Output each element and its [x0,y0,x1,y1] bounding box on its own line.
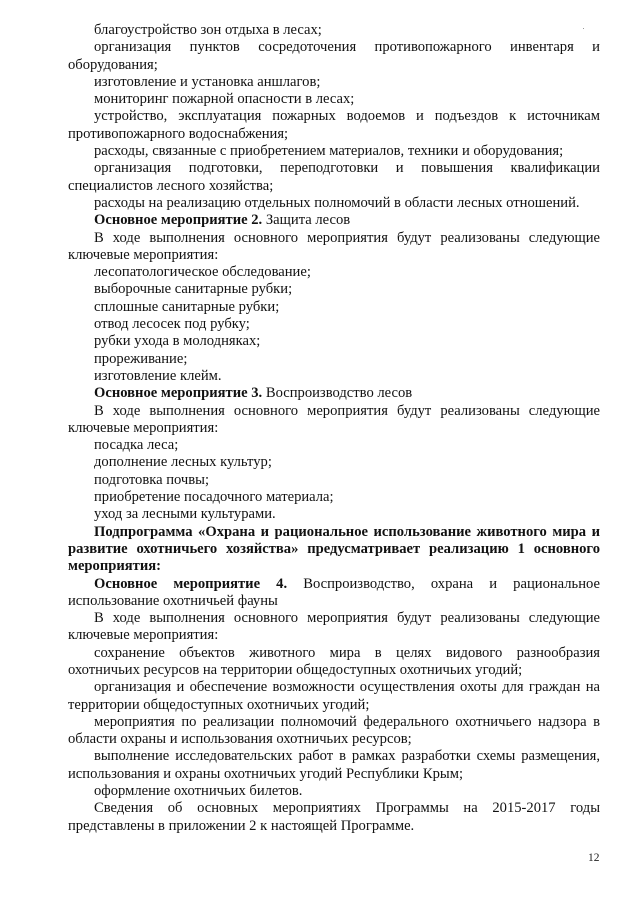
list-item: посадка леса; [94,437,179,454]
list-item: изготовление клейм. [94,367,222,384]
measure-2-heading [68,212,600,229]
measure-2-title: Защита лесов [262,212,351,229]
measure-3-heading [68,385,600,402]
list-item: сохранение объектов животного мира в целях видового разнообразия охотничьих ресурсов на территории общедоступных охотничьих угодий; [68,644,600,678]
measure-2-intro: В ходе выполнения основного мероприятия будут реализованы следующие ключевые мероприятия: [68,229,600,263]
subprogram-heading: Подпрограмма «Охрана и рациональное использование животного мира и развитие охотничьего хозяйства» предусматривает реализацию 1 основного мероприятия: [68,523,600,575]
page-number: 12 [588,852,600,864]
list-item: лесопатологическое обследование; [94,264,311,281]
measure-4-label: Основное мероприятие 4. [94,575,288,592]
list-item: расходы, связанные с приобретением материалов, техники и оборудования; [94,143,564,160]
measure-4-title: Воспроизводство, охрана и рациональное использование охотничьей фауны [68,575,600,609]
measure-4-heading [68,576,600,611]
list-item: мониторинг пожарной опасности в лесах; [94,91,355,108]
measure-3-label: Основное мероприятие 3. [94,385,263,402]
list-item: устройство, эксплуатация пожарных водоемов и подъездов к источникам противопожарного водоснабжения; [68,108,600,142]
measure-3-title: Воспроизводство лесов [262,385,413,402]
body-text [68,22,600,835]
list-item: оформление охотничьих билетов. [94,783,303,800]
measure-2-label: Основное мероприятие 2. [94,212,263,229]
list-item: организация пунктов сосредоточения противопожарного инвентаря и оборудования; [68,39,600,73]
list-item: мероприятия по реализации полномочий федерального охотничьего надзора в области охраны и использования охотничьих ресурсов; [68,713,600,748]
list-item: прореживание; [94,350,188,367]
measure-4-intro: В ходе выполнения основного мероприятия будут реализованы следующие ключевые мероприятия: [68,610,600,644]
list-item: уход за лесными культурами. [94,506,276,523]
list-item: выборочные санитарные рубки; [94,281,293,298]
measure-3-intro: В ходе выполнения основного мероприятия будут реализованы следующие ключевые мероприятия: [68,402,600,436]
list-item: изготовление и установка аншлагов; [94,73,321,90]
list-item: сплошные санитарные рубки; [94,298,280,315]
list-item: выполнение исследовательских работ в рамках разработки схемы размещения, использования и охраны охотничьих угодий Республики Крым; [68,748,600,782]
list-item: приобретение посадочного материала; [94,489,334,506]
list-item: организация подготовки, переподготовки и повышения квалификации специалистов лесного хозяйства; [68,160,600,194]
list-item: рубки ухода в молодняках; [94,333,261,350]
list-item: дополнение лесных культур; [94,454,272,471]
list-item: расходы на реализацию отдельных полномочий в области лесных отношений. [94,194,580,211]
list-item: организация и обеспечение возможности осуществления охоты для граждан на территории общедоступных охотничьих угодий; [68,679,600,713]
list-item: благоустройство зон отдыха в лесах; [94,22,322,38]
closing-paragraph: Сведения об основных мероприятиях Программы на 2015-2017 годы представлены в приложении 2 к настоящей Программе. [68,800,600,834]
list-item: подготовка почвы; [94,471,210,488]
list-item: отвод лесосек под рубку; [94,316,250,333]
